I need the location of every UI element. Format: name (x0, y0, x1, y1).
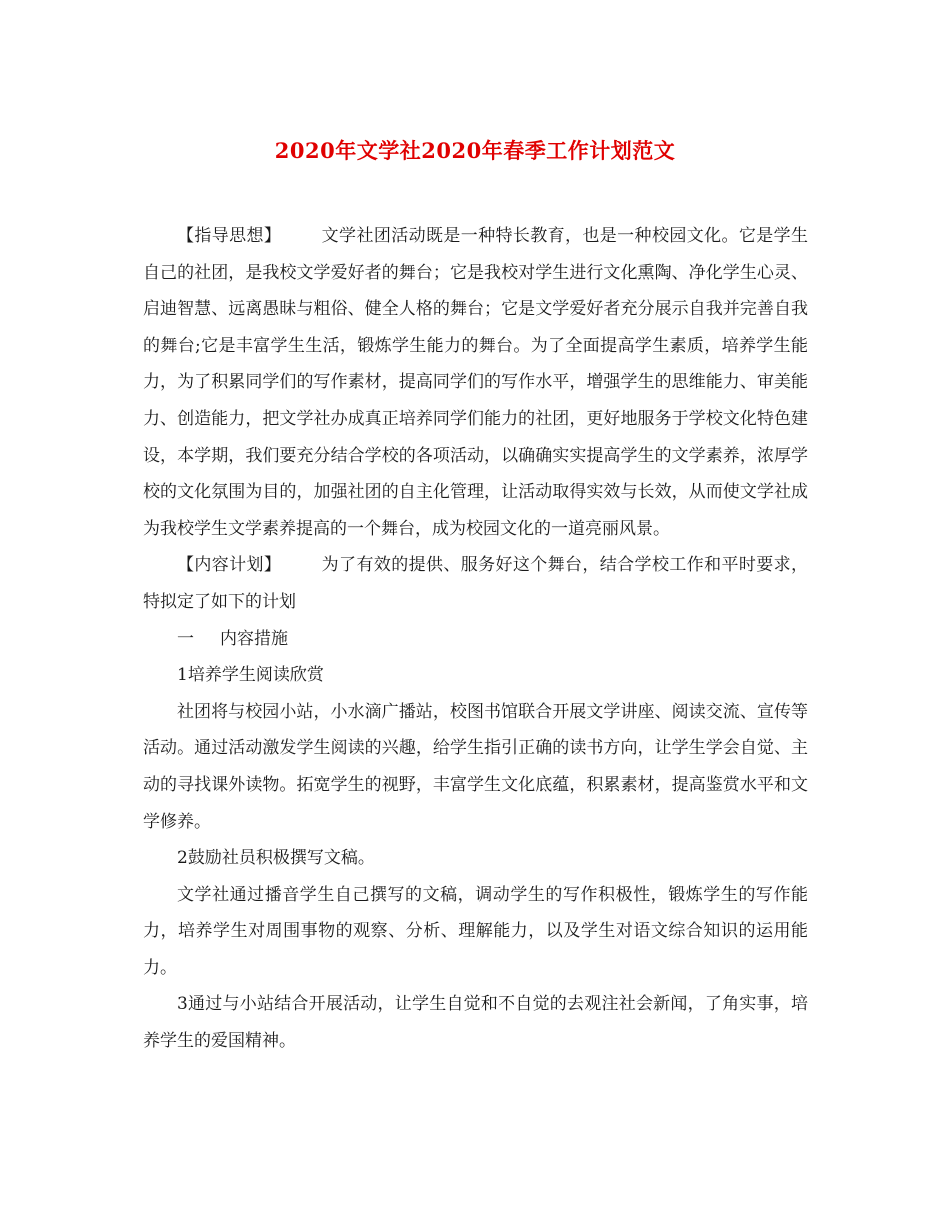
section-heading-text: 内容措施 (220, 628, 288, 649)
content-text: 为了有效的提供、服务好这个舞台，结合学校工作和平时要求，特拟定了如下的计划 (143, 555, 809, 612)
item1-title: 1培养学生阅读欣赏 (177, 665, 324, 686)
item2-title: 2鼓励社员积极撰写文稿。 (177, 848, 375, 869)
content-label: 【内容计划】 (177, 555, 282, 576)
item2-paragraph: 文学社通过播音学生自己撰写的文稿，调动学生的写作积极性，锻炼学生的写作能力，培养学生对周围事物的观察、分析、理解能力，以及学生对语文综合知识的运用能力。 (143, 884, 808, 978)
guiding-label: 【指导思想】 (177, 226, 282, 246)
guiding-text: 文学社团活动既是一种特长教育，也是一种校园文化。它是学生自己的社团，是我校文学爱好者的舞台；它是我校对学生进行文化熏陶、净化学生心灵、启迪智慧、远离愚昧与粗俗、健全人格的舞台；它是文学爱好者充分展示自我并完善自我的舞台;它是丰富学生生活，锻炼学生能力的舞台。为了全面提高学生素质，培养学生能力，为了积累同学们的写作素材，提高同学们的写作水平，增强学生的思维能力、审美能力、创造能力，把文学社办成真正培养同学们能力的社团，更好地服务于学校文化特色建设，本学期，我们要充分结合学校的各项活动，以确确实实提高学生的文学素养，浓厚学校的文化氛围为目的，加强社团的自主化管理，让活动取得实效与长效，从而使文学社成为我校学生文学素养提高的一个舞台，成为校园文化的一道亮丽风景。 (143, 226, 809, 539)
item1-paragraph: 社团将与校园小站，小水滴广播站，校图书馆联合开展文学讲座、阅读交流、宣传等活动。通过活动激发学生阅读的兴趣，给学生指引正确的读书方向，让学生学会自觉、主动的寻找课外读物。拓宽学生的视野，丰富学生文化底蕴，积累素材，提高鉴赏水平和文学修养。 (143, 701, 808, 832)
item3-paragraph: 3通过与小站结合开展活动，让学生自觉和不自觉的去观注社会新闻，了角实事，培养学生的爱国精神。 (143, 994, 808, 1052)
document-body (143, 218, 808, 1060)
document-title: 2020年文学社2020年春季工作计划范文 (274, 138, 676, 163)
content-paragraph (143, 547, 808, 620)
guiding-paragraph (143, 218, 808, 547)
section-heading (143, 621, 808, 658)
section-heading-number: 一 (177, 628, 194, 649)
